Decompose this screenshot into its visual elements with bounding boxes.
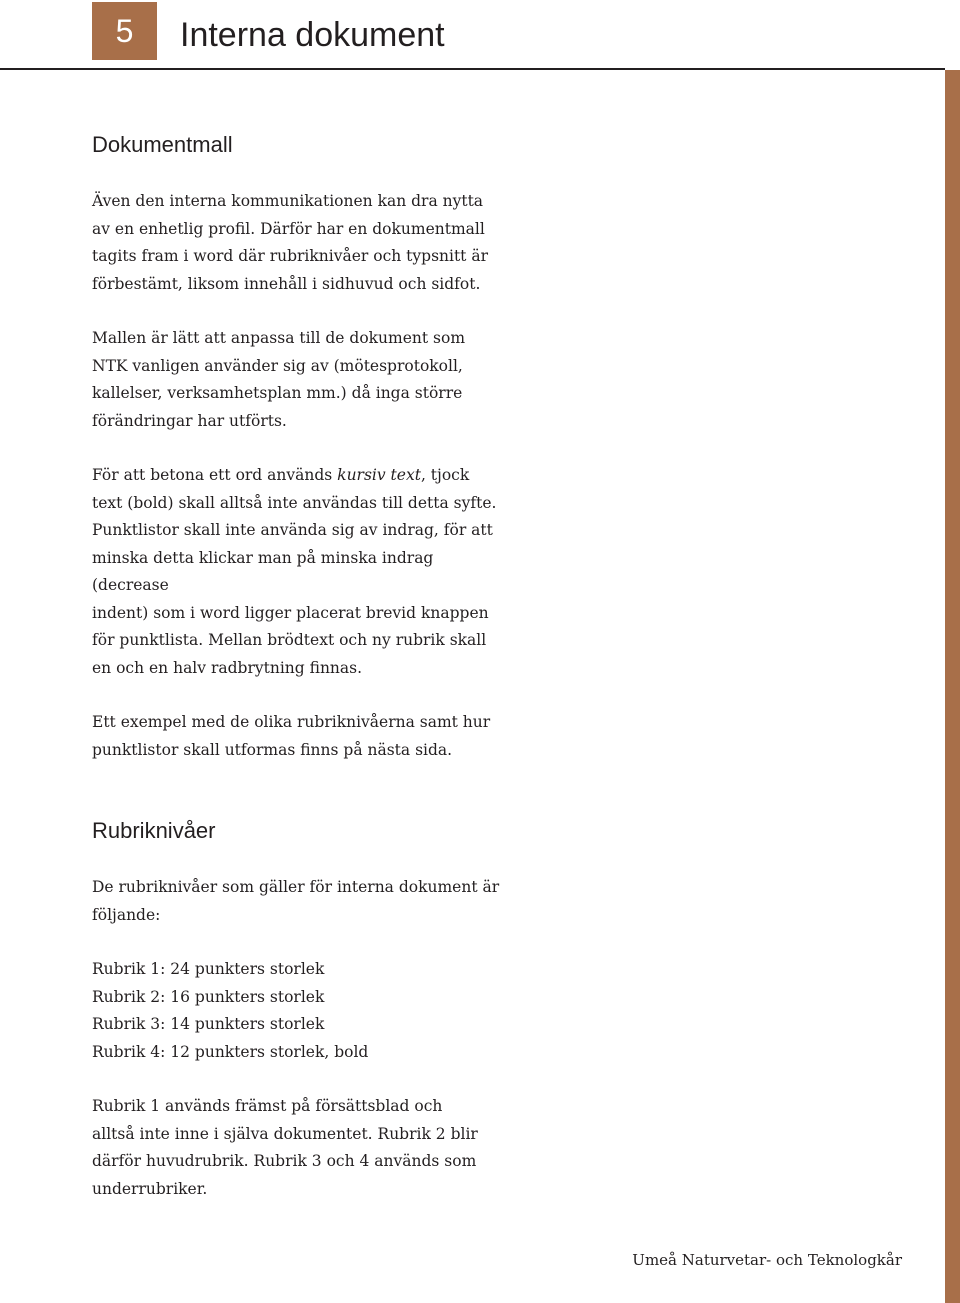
- paragraph-levels-intro: De rubriknivåer som gäller för interna dokument är följande:: [92, 878, 500, 924]
- chapter-title: Interna dokument: [180, 16, 445, 54]
- paragraph-intro: Även den interna kommunikationen kan dra nytta av en enhetlig profil. Därför har en dokumentmall tagits fram i word där rubriknivåer och typsnitt är förbestämt, liksom innehåll i sidhuvud och sidfot.: [92, 192, 488, 293]
- emphasis-text-after: , tjock text (bold) skall alltså inte användas till detta syfte. Punktlistor skall inte använda sig av indrag, för att minska detta klickar man på minska indrag (decrease indent) som i word ligger placerat brevid knappen för punktlista. Mellan brödtext och ny rubrik skall en och en halv radbrytning finnas.: [92, 466, 497, 677]
- section-heading-rubriknivaer: Rubriknivåer: [92, 818, 216, 843]
- section-heading-dokumentmall: Dokumentmall: [92, 132, 233, 157]
- paragraph-levels-usage: Rubrik 1 används främst på försättsblad och alltså inte inne i själva dokumentet. Rubrik 2 blir därför huvudrubrik. Rubrik 3 och 4 används som underrubriker.: [92, 1097, 478, 1198]
- heading-levels-list: Rubrik 1: 24 punkters storlek Rubrik 2: 16 punkters storlek Rubrik 3: 14 punkters storlek Rubrik 4: 12 punkters storlek, bold: [92, 960, 369, 1061]
- footer-organization: Umeå Naturvetar- och Teknologkår: [632, 1251, 902, 1269]
- paragraph-template-usage: Mallen är lätt att anpassa till de dokument som NTK vanligen använder sig av (mötesprotokoll, kallelser, verksamhetsplan mm.) då inga större förändringar har utförts.: [92, 329, 466, 430]
- side-accent-bar: [945, 70, 960, 1303]
- chapter-number-badge: 5: [92, 2, 157, 60]
- paragraph-example-reference: Ett exempel med de olika rubriknivåerna samt hur punktlistor skall utformas finns på nästa sida.: [92, 713, 491, 759]
- emphasis-text-before: För att betona ett ord används: [92, 466, 338, 484]
- header-rule: [0, 68, 945, 70]
- paragraph-emphasis-rules: [92, 462, 512, 682]
- emphasis-italic-example: kursiv text: [337, 466, 421, 484]
- main-content: [92, 128, 512, 1203]
